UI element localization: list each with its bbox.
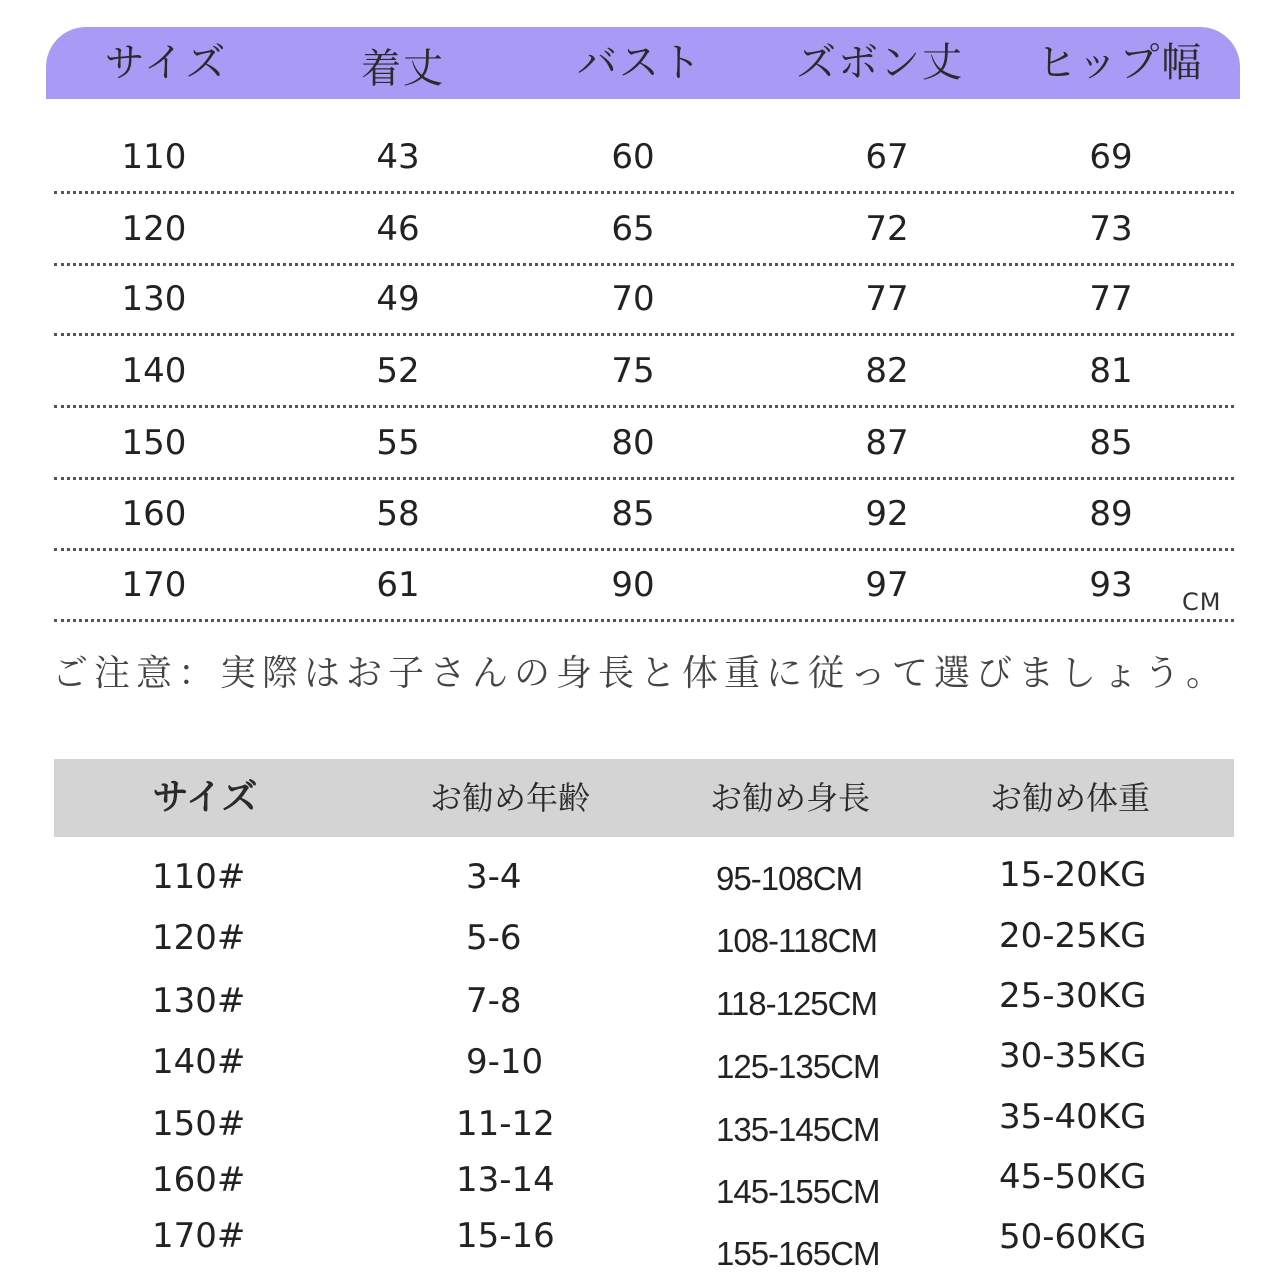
cell-length: 49 [376, 279, 420, 319]
header-length: 着丈 [361, 46, 445, 92]
rec-height: 125-135CM [716, 1048, 880, 1085]
recommend-table-header [54, 759, 1234, 837]
size-table-row [54, 410, 1234, 480]
header-bust: バスト [577, 40, 703, 86]
cell-bust: 75 [611, 351, 655, 391]
cell-pants-length: 92 [865, 494, 909, 534]
cell-bust: 70 [611, 279, 655, 319]
cell-pants-length: 72 [865, 209, 909, 249]
size-table-header [46, 27, 1240, 99]
cell-hip-width: 81 [1089, 351, 1133, 391]
rec-size: 160# [152, 1160, 246, 1200]
rec-size: 150# [152, 1104, 246, 1144]
rec-size: 120# [152, 918, 246, 958]
cell-length: 46 [376, 209, 420, 249]
rec-age: 9-10 [466, 1042, 544, 1082]
rec-weight: 15-20KG [999, 855, 1147, 895]
rec-weight: 30-35KG [999, 1036, 1147, 1076]
cell-hip-width: 73 [1089, 209, 1133, 249]
selection-notice: ご注意：実際はお子さんの身長と体重に従って選びましょう。 [51, 653, 1228, 694]
cell-size: 170 [121, 565, 187, 605]
header-recommended-weight: お勧め体重 [989, 779, 1150, 817]
rec-age: 13-14 [456, 1160, 555, 1200]
rec-age: 3-4 [466, 857, 522, 897]
size-table-row [54, 196, 1234, 266]
cell-length: 55 [376, 423, 420, 463]
cell-bust: 85 [611, 494, 655, 534]
cell-size: 160 [121, 494, 187, 534]
cell-bust: 65 [611, 209, 655, 249]
rec-age: 15-16 [456, 1216, 555, 1256]
cell-length: 52 [376, 351, 420, 391]
header-size: サイズ [152, 777, 258, 818]
rec-weight: 20-25KG [999, 916, 1147, 956]
cell-hip-width: 89 [1089, 494, 1133, 534]
rec-height: 108-118CM [716, 922, 877, 959]
cell-size: 150 [121, 423, 187, 463]
rec-age: 7-8 [466, 981, 522, 1021]
header-recommended-age: お勧め年齢 [429, 779, 590, 817]
rec-height: 95-108CM [716, 860, 863, 897]
unit-label: CM [1182, 588, 1222, 616]
rec-age: 11-12 [456, 1104, 555, 1144]
cell-hip-width: 77 [1089, 279, 1133, 319]
rec-weight: 35-40KG [999, 1097, 1147, 1137]
rec-size: 110# [152, 857, 246, 897]
size-table-row [54, 266, 1234, 336]
header-recommended-height: お勧め身長 [709, 779, 870, 817]
cell-length: 61 [376, 565, 420, 605]
cell-pants-length: 77 [865, 279, 909, 319]
rec-weight: 45-50KG [999, 1157, 1147, 1197]
header-pants-length: ズボン丈 [796, 40, 964, 86]
cell-bust: 80 [611, 423, 655, 463]
header-hip-width: ヒップ幅 [1036, 40, 1204, 86]
rec-weight: 50-60KG [999, 1217, 1147, 1257]
cell-size: 130 [121, 279, 187, 319]
rec-height: 155-165CM [716, 1235, 880, 1272]
cell-length: 58 [376, 494, 420, 534]
cell-size: 140 [121, 351, 187, 391]
rec-size: 130# [152, 981, 246, 1021]
cell-pants-length: 87 [865, 423, 909, 463]
cell-size: 120 [121, 209, 187, 249]
cell-length: 43 [376, 137, 420, 177]
cell-bust: 60 [611, 137, 655, 177]
cell-hip-width: 85 [1089, 423, 1133, 463]
cell-pants-length: 67 [865, 137, 909, 177]
rec-size: 140# [152, 1042, 246, 1082]
cell-hip-width: 69 [1089, 137, 1133, 177]
rec-weight: 25-30KG [999, 976, 1147, 1016]
size-table-row [54, 338, 1234, 408]
cell-hip-width: 93 [1089, 565, 1133, 605]
cell-size: 110 [121, 137, 187, 177]
size-table-row [54, 124, 1234, 194]
rec-height: 145-155CM [716, 1173, 880, 1210]
cell-pants-length: 82 [865, 351, 909, 391]
rec-height: 118-125CM [716, 985, 877, 1022]
cell-pants-length: 97 [865, 565, 909, 605]
size-table-row [54, 552, 1234, 622]
rec-size: 170# [152, 1216, 246, 1256]
header-size: サイズ [104, 40, 228, 86]
rec-height: 135-145CM [716, 1111, 880, 1148]
rec-age: 5-6 [466, 918, 522, 958]
size-table-row [54, 481, 1234, 551]
cell-bust: 90 [611, 565, 655, 605]
